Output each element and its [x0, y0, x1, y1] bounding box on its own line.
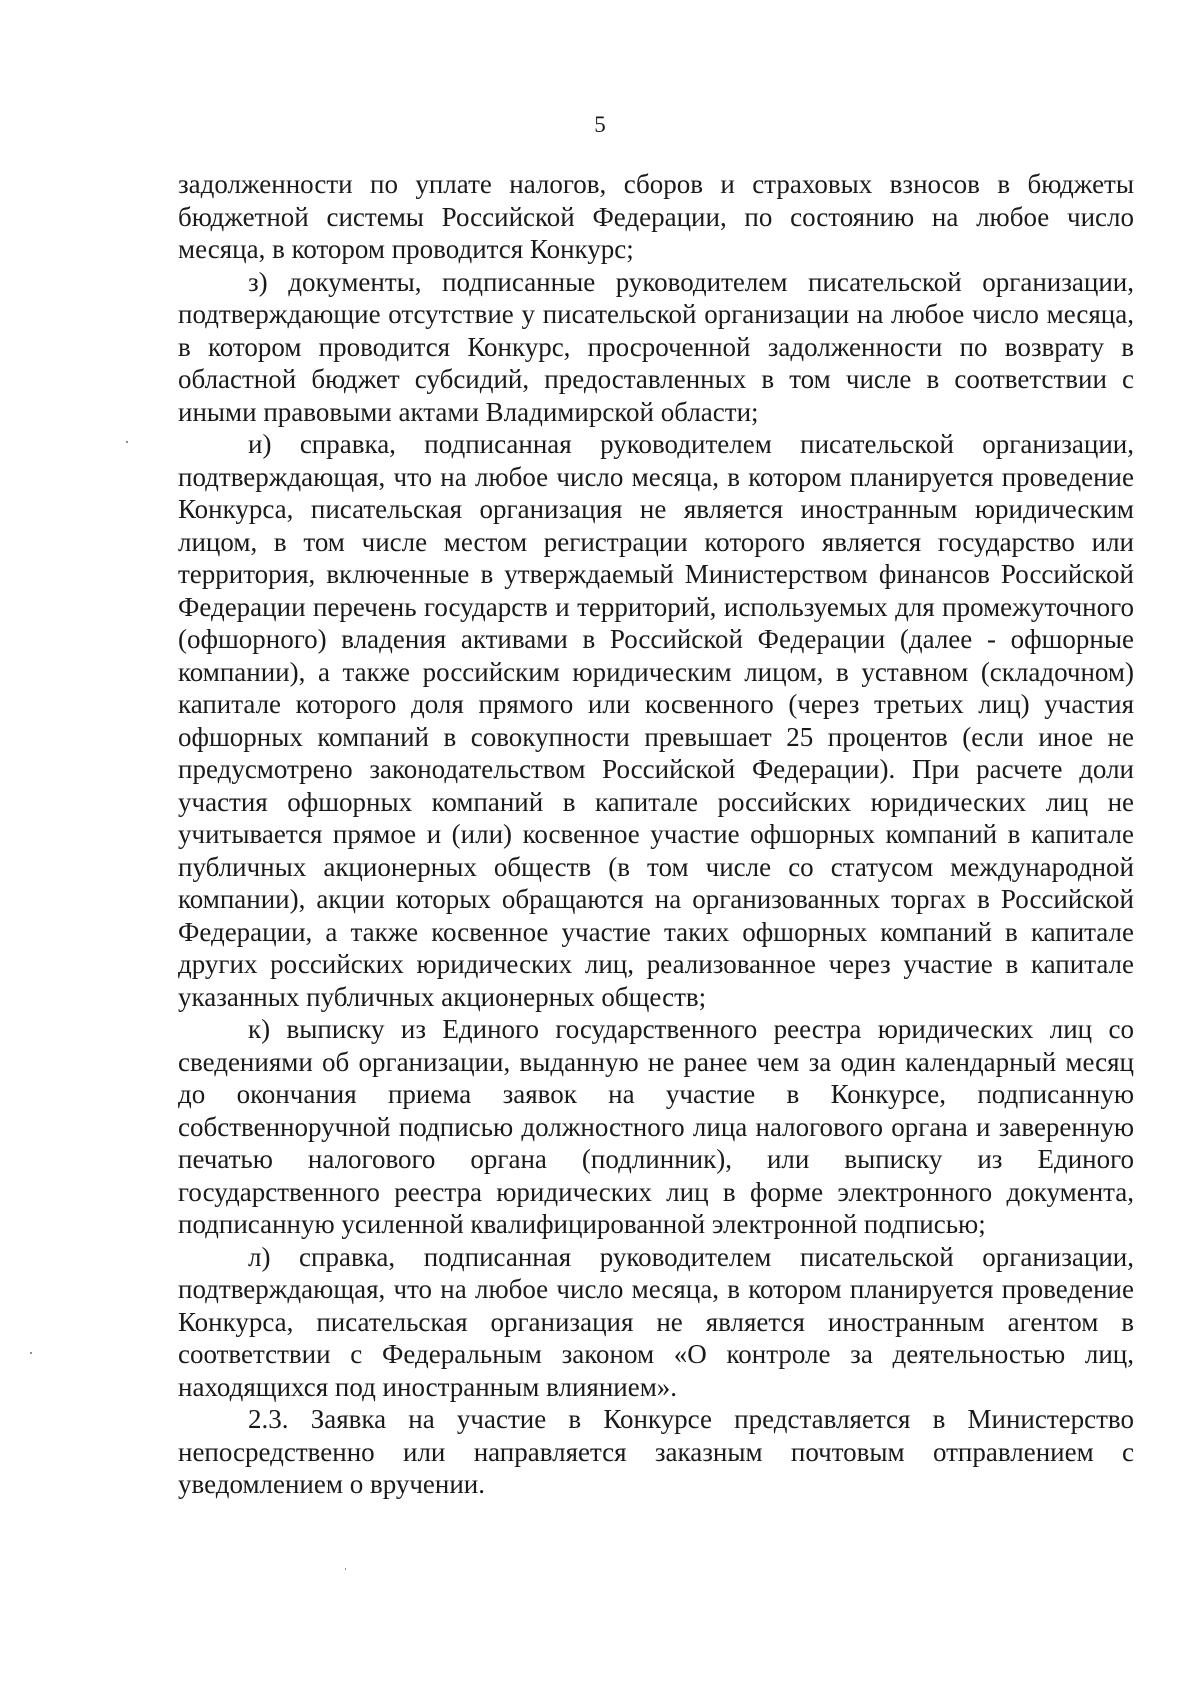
paragraph-item-k: к) выписку из Единого государственного реестра юридических лиц со сведениями об организации, выданную не ранее чем за один календарный месяц до окончания приема заявок на участие в Конкурсе, подписанную собственноручной подписью должностного лица налогового органа и заверенную печатью налогового органа (подлинник), или выписку из Единого государственного реестра юридических лиц в форме электронного документа, подписанную усиленной квалифицированной электронной подписью;: [178, 1014, 1134, 1239]
paragraph-item-i: и) справка, подписанная руководителем писательской организации, подтверждающая, что на любое число месяца, в котором планируется проведение Конкурса, писательская организация не является иностранным юридическим лицом, в том числе местом регистрации которого является государство или территория, включенные в утверждаемый Министерством финансов Российской Федерации перечень государств и территорий, используемых для промежуточного (офшорного) владения активами в Российской Федерации (далее - офшорные компании), а также российским юридическим лицом, в уставном (складочном) капитале которого доля прямого или косвенного (через третьих лиц) участия офшорных компаний в совокупности превышает 25 процентов (если иное не предусмотрено законодательством Российской Федерации). При расчете доли участия офшорных компаний в капитале российских юридических лиц не учитывается прямое и (или) косвенное участие офшорных компаний в капитале публичных акционерных обществ (в том числе со статусом международной компании), акции которых обращаются на организованных торгах в Российской Федерации, а также косвенное участие таких офшорных компаний в капитале других российских юридических лиц, реализованное через участие в капитале указанных публичных акционерных обществ;: [178, 429, 1134, 1012]
scan-speck: [30, 1352, 32, 1354]
paragraph-item-l: л) справка, подписанная руководителем писательской организации, подтверждающая, что на любое число месяца, в котором планируется проведение Конкурса, писательская организация не является иностранным агентом в соответствии с Федеральным законом «О контроле за деятельностью лиц, находящихся под иностранным влиянием».: [178, 1241, 1134, 1402]
page-number: 5: [594, 112, 606, 137]
scan-speck: [126, 441, 128, 443]
paragraph-continuation: задолженности по уплате налогов, сборов и страховых взносов в бюджеты бюджетной системы Российской Федерации, по состоянию на любое число месяца, в котором проводится Конкурс;: [178, 169, 1134, 264]
document-body: [178, 168, 1134, 1501]
scan-speck: [345, 1568, 346, 1570]
paragraph-section-2-3: 2.3. Заявка на участие в Конкурсе представляется в Министерство непосредственно или направляется заказным почтовым отправлением с уведомлением о вручении.: [178, 1404, 1134, 1499]
paragraph-item-z: з) документы, подписанные руководителем писательской организации, подтверждающие отсутствие у писательской организации на любое число месяца, в котором проводится Конкурс, просроченной задолженности по возврату в областной бюджет субсидий, предоставленных в том числе в соответствии с иными правовыми актами Владимирской области;: [178, 266, 1134, 427]
